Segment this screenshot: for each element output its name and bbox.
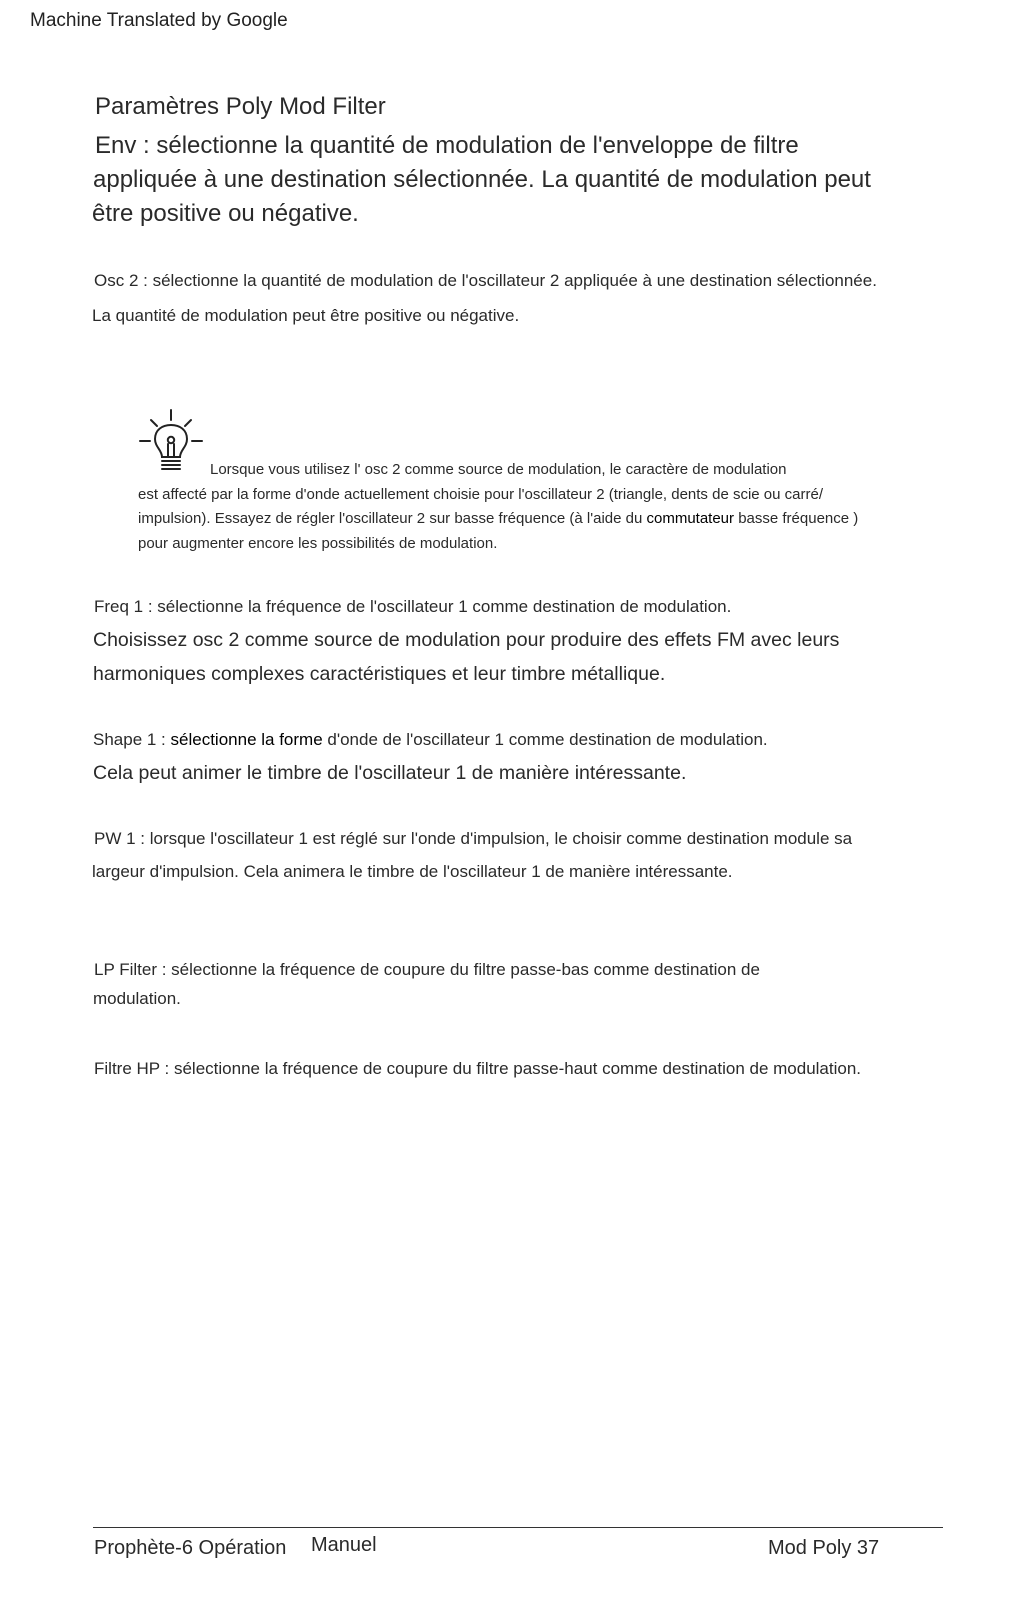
footer-page: Mod Poly 37 [768,1537,880,1559]
lp-filter-line-2: modulation. [93,989,181,1008]
footer-rule [93,1527,943,1528]
lightbulb-icon [137,408,205,476]
osc2-line-1: Osc 2 : sélectionne la quantité de modulation de l'oscillateur 2 appliquée à une destination sélectionnée. [94,271,877,290]
env-line-2: appliquée à une destination sélectionnée. La quantité de modulation peut [93,166,871,193]
freq1-line-2: Choisissez osc 2 comme source de modulation pour produire des effets FM avec leurs [93,629,840,651]
tip-line-1: Lorsque vous utilisez l' osc 2 comme source de modulation, le caractère de modulation [210,461,787,478]
tip-keyword-switch: commutateur [646,510,735,527]
shape1-line-1-end: d'onde de l'oscillateur 1 comme destination de modulation. [322,730,768,749]
shape1-label: Shape 1 : [93,730,171,749]
section-heading: Paramètres Poly Mod Filter [95,93,386,120]
pw1-line-2: largeur d'impulsion. Cela animera le timbre de l'oscillateur 1 de manière intéressante. [92,862,733,881]
freq1-line-1: Freq 1 : sélectionne la fréquence de l'oscillateur 1 comme destination de modulation. [94,597,732,616]
footer-manual: Manuel [311,1534,377,1556]
tip-line-3 [138,510,858,527]
freq1-line-3: harmoniques complexes caractéristiques et leur timbre métallique. [93,663,666,685]
tip-line-3-text: impulsion). Essayez de régler l'oscillateur 2 sur basse fréquence (à l'aide du [138,510,647,527]
shape1-keyword: sélectionne la forme [170,730,323,749]
shape1-line-2: Cela peut animer le timbre de l'oscillateur 1 de manière intéressante. [93,762,687,784]
hp-filter-line-1: Filtre HP : sélectionne la fréquence de coupure du filtre passe-haut comme destination de modulation. [94,1059,862,1078]
tip-line-3-end: basse fréquence ) [734,510,859,527]
env-line-3: être positive ou négative. [92,200,359,227]
env-line-1: Env : sélectionne la quantité de modulation de l'enveloppe de filtre [95,132,799,159]
footer-title: Prophète-6 Opération [94,1537,287,1559]
shape1-line-1 [93,730,768,750]
tip-line-2: est affecté par la forme d'onde actuellement choisie pour l'oscillateur 2 (triangle, dents de scie ou carré/ [138,486,823,503]
osc2-line-2: La quantité de modulation peut être positive ou négative. [92,306,520,325]
pw1-line-1: PW 1 : lorsque l'oscillateur 1 est réglé sur l'onde d'impulsion, le choisir comme destination module sa [94,829,853,848]
lp-filter-line-1: LP Filter : sélectionne la fréquence de coupure du filtre passe-bas comme destination de [94,960,760,979]
machine-translated-banner: Machine Translated by Google [30,10,288,31]
tip-line-4: pour augmenter encore les possibilités de modulation. [138,535,498,552]
